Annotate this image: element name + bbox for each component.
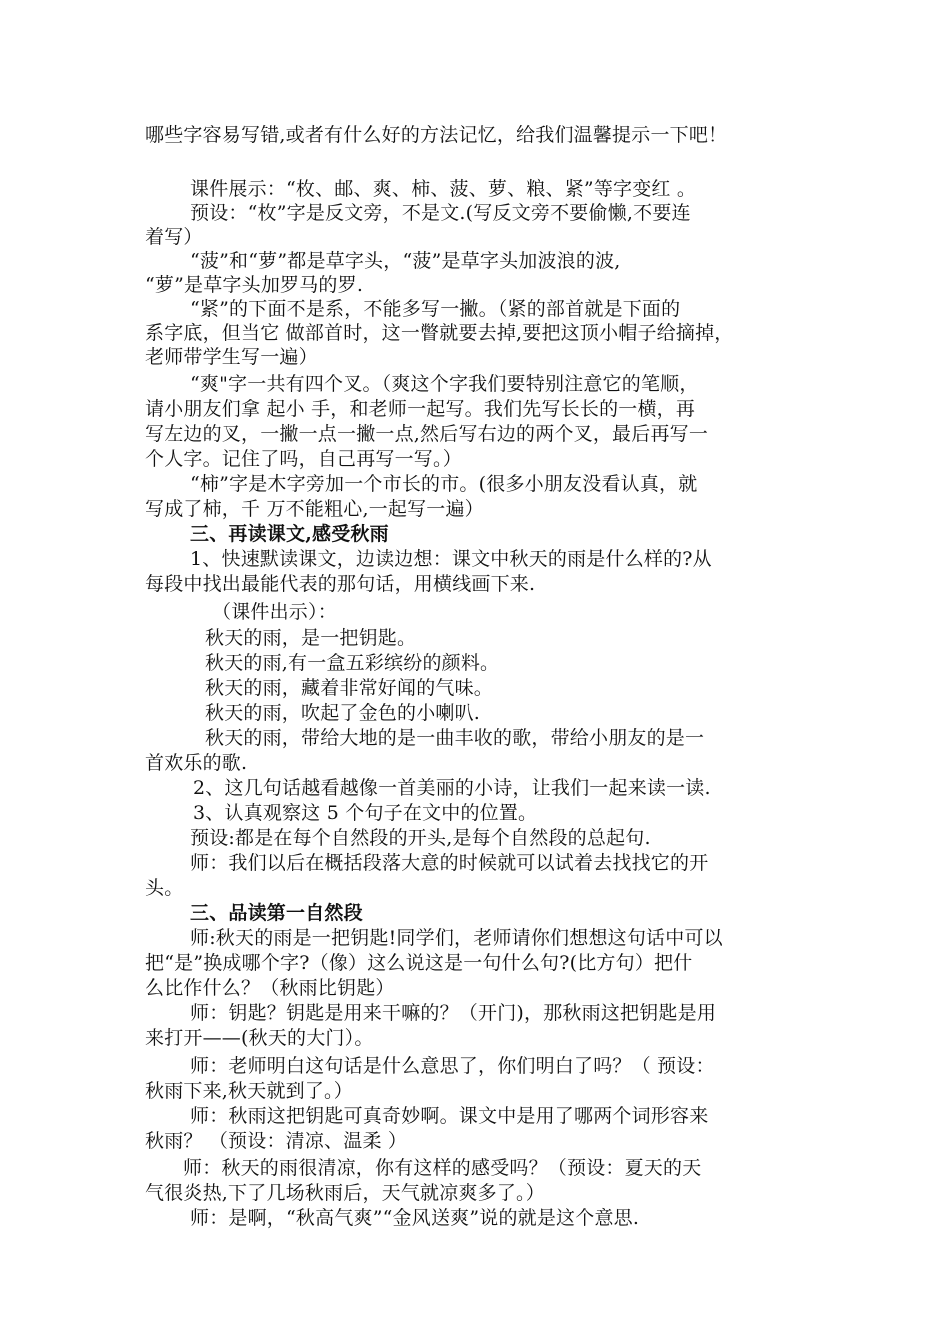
text-line: 1、快速默读课文，边读边想：课文中秋天的雨是什么样的?从 xyxy=(190,548,712,570)
text-line: 写成了柿，千 万不能粗心,一起写一遍） xyxy=(145,498,484,520)
text-line: 个人字。记住了吗，自己再写一写。） xyxy=(145,448,462,470)
text-line: 秋天的雨,有一盒五彩缤纷的颜料。 xyxy=(205,652,500,674)
text-line: 秋天的雨，带给大地的是一曲丰收的歌，带给小朋友的是一 xyxy=(205,727,705,749)
text-line: 秋雨？ （预设：清凉、温柔 ） xyxy=(145,1130,408,1152)
text-line: 秋雨下来,秋天就到了。） xyxy=(145,1080,353,1102)
text-line: “紧”的下面不是系，不能多写一撇。（紧的部首就是下面的 xyxy=(190,298,681,320)
text-line: 着写） xyxy=(145,226,203,248)
section-heading: 三、再读课文,感受秋雨 xyxy=(190,523,389,545)
text-line: 老师带学生写一遍） xyxy=(145,346,318,368)
text-line: “萝”是草字头加罗马的罗. xyxy=(145,274,364,296)
text-line: 师：钥匙？钥匙是用来干嘛的？（开门)，那秋雨这把钥匙是用 xyxy=(190,1002,717,1024)
text-line: 3、认真观察这 5 个句子在文中的位置。 xyxy=(193,802,538,824)
text-line: 课件展示：“枚、邮、爽、柿、菠、萝、粮、紧”等字变红 。 xyxy=(190,178,697,200)
text-line: 师：秋天的雨很清凉，你有这样的感受吗？（预设：夏天的天 xyxy=(183,1157,702,1179)
text-line: 请小朋友们拿 起小 手，和老师一起写。我们先写长长的一横，再 xyxy=(145,398,696,420)
text-line: 头。 xyxy=(145,877,184,899)
text-line: 师：是啊，“秋高气爽”“金风送爽”说的就是这个意思. xyxy=(190,1207,640,1229)
text-line: 写左边的叉，一撇一点一撇一点,然后写右边的两个叉，最后再写一 xyxy=(145,423,709,445)
text-line: 师：秋雨这把钥匙可真奇妙啊。课文中是用了哪两个词形容来 xyxy=(190,1105,709,1127)
text-line: 系字底，但当它 做部首时，这一瞥就要去掉,要把这顶小帽子给摘掉， xyxy=(145,322,734,344)
text-line: 么比作什么？（秋雨比钥匙） xyxy=(145,977,395,999)
text-line: 首欢乐的歌. xyxy=(145,752,248,774)
text-line: 每段中找出最能代表的那句话，用横线画下来. xyxy=(145,573,536,595)
text-line: 哪些字容易写错,或者有什么好的方法记忆，给我们温馨提示一下吧！ xyxy=(145,124,728,146)
text-line: 秋天的雨，吹起了金色的小喇叭. xyxy=(205,702,481,724)
text-line: 气很炎热,下了几场秋雨后，天气就凉爽多了。） xyxy=(145,1182,545,1204)
section-heading: 三、品读第一自然段 xyxy=(190,902,363,924)
text-line: 秋天的雨，藏着非常好闻的气味。 xyxy=(205,677,494,699)
text-line: 师：老师明白这句话是什么意思了，你们明白了吗？（ 预设： xyxy=(190,1055,715,1077)
text-line: “菠”和“萝”都是草字头，“菠”是草字头加波浪的波, xyxy=(190,250,621,272)
text-line: 来打开——(秋天的大门）。 xyxy=(145,1027,374,1049)
text-line: 秋天的雨，是一把钥匙。 xyxy=(205,627,417,649)
text-line: “柿”字是木字旁加一个市长的市。(很多小朋友没看认真，就 xyxy=(190,473,698,495)
text-line: 2、这几句话越看越像一首美丽的小诗，让我们一起来读一读. xyxy=(193,777,711,799)
text-line: 预设:都是在每个自然段的开头,是每个自然段的总起句. xyxy=(190,827,651,849)
text-line: 把“是”换成哪个字?（像）这么说这是一句什么句?(比方句）把什 xyxy=(145,952,693,974)
text-line: 师:秋天的雨是一把钥匙!同学们，老师请你们想想这句话中可以 xyxy=(190,927,723,949)
text-line: （课件出示）： xyxy=(212,601,337,623)
text-line: 师：我们以后在概括段落大意的时候就可以试着去找找它的开 xyxy=(190,852,709,874)
text-line: “爽"字一共有四个叉。（爽这个字我们要特别注意它的笔顺， xyxy=(190,373,699,395)
text-line: 预设：“枚”字是反文旁，不是文.(写反文旁不要偷懒,不要连 xyxy=(190,202,691,224)
